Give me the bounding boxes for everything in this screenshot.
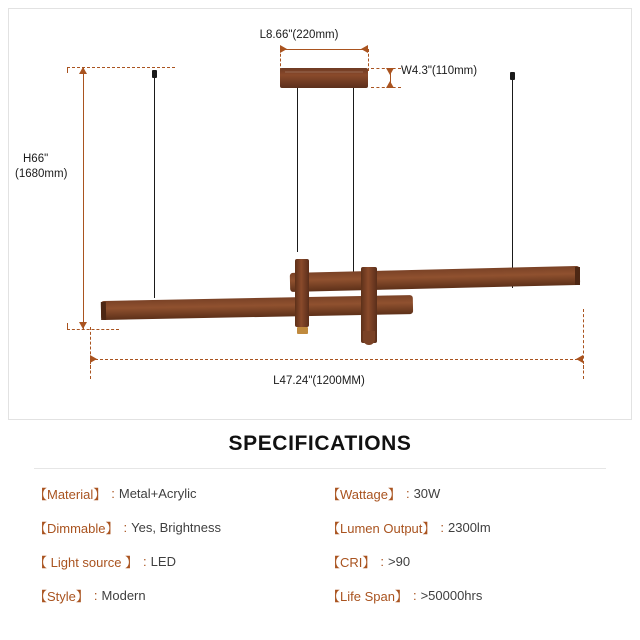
cord-canopy-left [297,88,298,252]
spec-item-material [34,476,319,510]
light-bar-upper [290,266,580,292]
spec-key: 【Material】 [34,486,107,502]
spec-colon: : [123,519,128,535]
spec-key: 【Wattage】 [327,486,401,502]
spec-colon: : [412,587,417,603]
product-dimension-diagram [8,8,632,420]
spec-key: 【CRI】 [327,554,376,570]
dimension-line-height [83,67,84,329]
dimension-line-overall-length [90,359,583,360]
cord-canopy-right [353,88,354,272]
guide-tick-length-right [583,365,584,379]
specifications-title: SPECIFICATIONS [228,432,412,455]
cord-right [512,80,513,288]
arrow-down-icon [79,322,87,329]
spec-colon: : [405,485,410,501]
arrow-left-icon [361,45,368,53]
light-bar-upper-end-cap [575,267,580,285]
spec-value: LED [150,553,176,569]
guide-tick-height-bottom [67,323,68,329]
dimension-label-top-width: W4.3"(110mm) [401,65,478,77]
spot-head-right [363,331,375,345]
spec-colon: : [380,553,385,569]
spec-item-wattage [327,476,612,510]
arrow-left-icon [576,355,583,363]
arrow-up-icon [386,81,394,88]
spec-value: 30W [413,485,441,501]
spec-value: Modern [101,587,146,603]
spot-body-left [295,259,309,327]
guide-tick-length-left [90,365,91,379]
guide-line-top-right [368,49,369,71]
dimension-line-top-length [280,49,368,50]
dimension-label-top-length: L8.66"(220mm) [259,29,339,41]
spec-colon: : [111,485,115,501]
spec-colon: : [143,553,147,569]
arrow-right-icon [90,355,97,363]
spec-key: 【Dimmable】 [34,520,119,536]
dimension-label-height-value: H66" [23,153,49,165]
cord-cap-left [152,70,157,78]
spec-item-dimmable [34,510,319,544]
canopy-highlight [285,71,363,73]
cord-left [154,78,155,298]
spec-key: 【 Light source 】 [34,554,139,570]
spec-item-light-source [34,544,319,578]
arrow-down-icon [386,68,394,75]
spec-value: Yes, Brightness [131,519,221,535]
spec-item-life-span [327,578,612,612]
spot-head-left [297,327,308,334]
spec-colon: : [93,587,98,603]
spec-item-style [34,578,319,612]
spec-item-cri [327,544,612,578]
specifications-divider [34,468,606,469]
light-bar-lower-end-cap [101,302,106,320]
guide-line-height-bottom [67,329,119,330]
cord-cap-right [510,72,515,80]
arrow-up-icon [79,67,87,74]
spec-value: Metal+Acrylic [118,485,197,501]
spec-value: >90 [388,553,411,569]
spec-value: >50000hrs [420,587,483,603]
guide-tick-height-top [67,67,68,73]
spec-key: 【Lumen Output】 [327,520,436,536]
spec-key: 【Life Span】 [327,588,408,604]
spec-key: 【Style】 [34,588,89,604]
spec-value: 2300lm [448,519,491,535]
dimension-label-height-mm: (1680mm) [15,168,68,180]
spec-colon: : [440,519,445,535]
specifications-grid [34,476,612,612]
guide-line-length-right [583,309,584,369]
spec-item-lumen-output [327,510,612,544]
dimension-label-overall-length: L47.24"(1200MM) [273,375,365,387]
arrow-right-icon [280,45,287,53]
